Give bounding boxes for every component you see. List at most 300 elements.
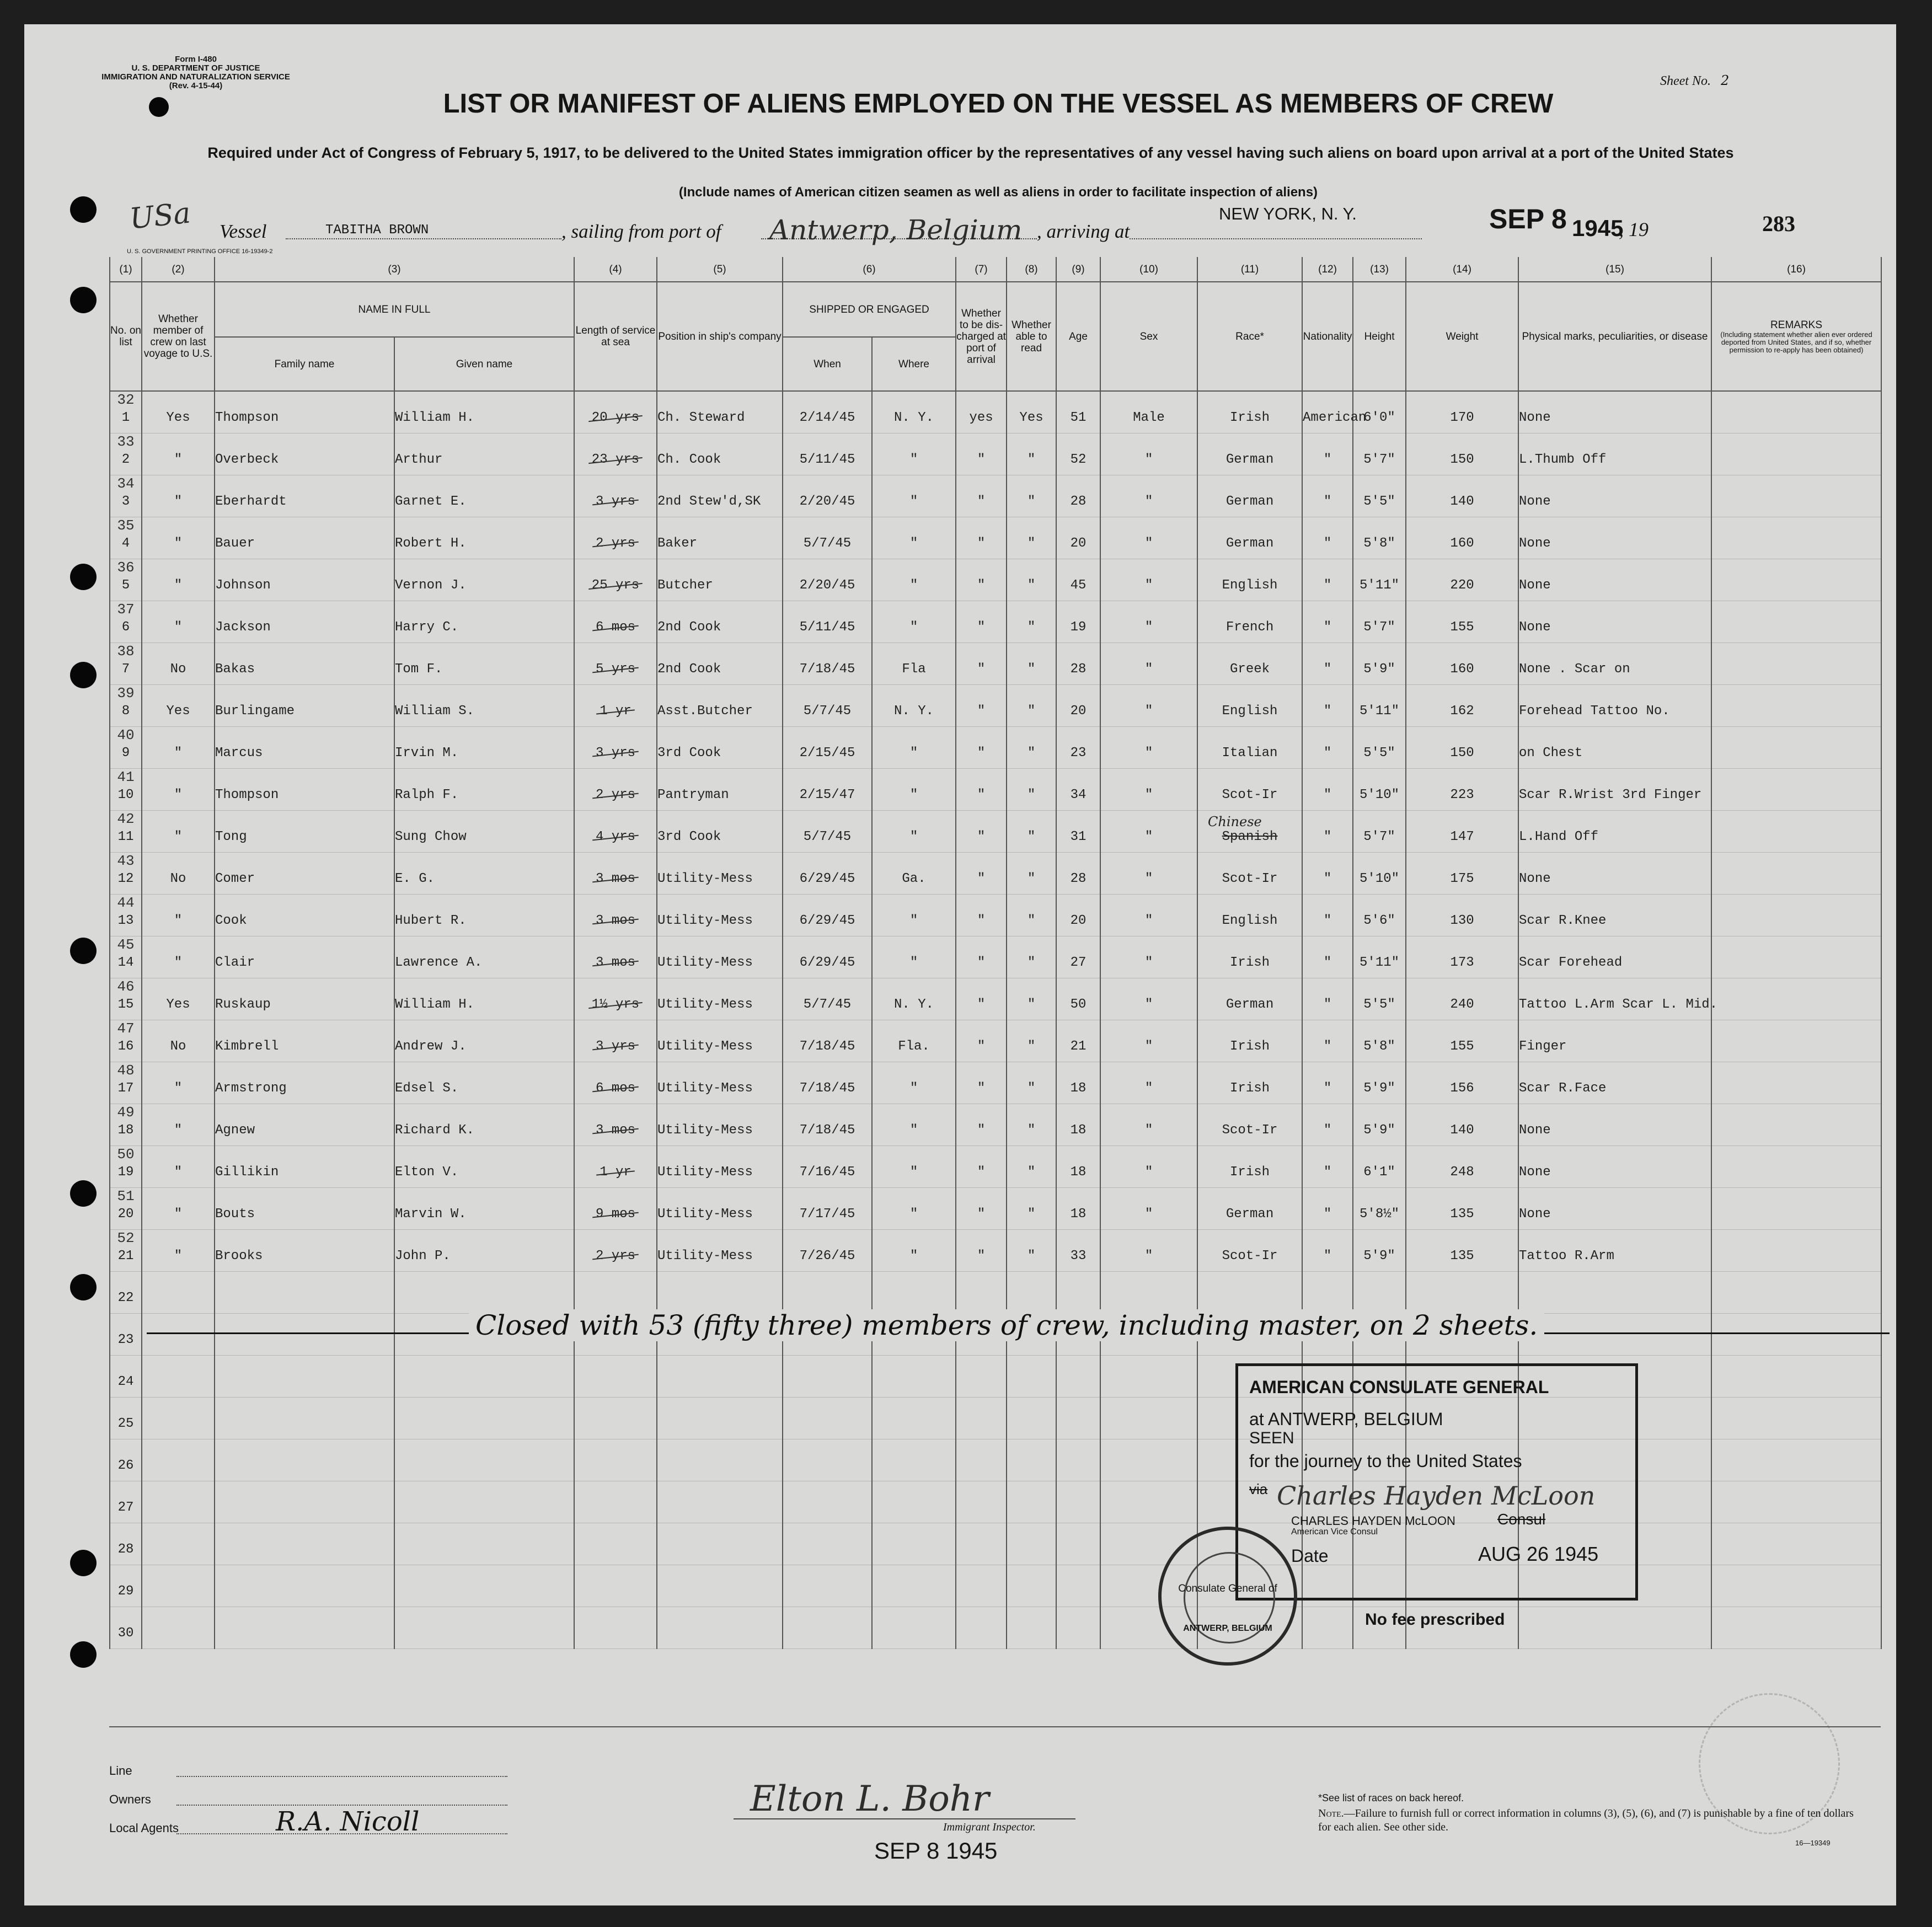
position-value: 3rd Cook (657, 745, 721, 761)
nationality-value: " (1323, 619, 1332, 635)
service-cell (574, 768, 657, 810)
height-value: 5'11" (1360, 955, 1400, 970)
able-to-read-cell (1007, 1146, 1056, 1187)
sequence-number: 52 (117, 1229, 135, 1246)
position-cell (657, 433, 783, 475)
row-number-cell (110, 810, 142, 852)
position-cell (657, 1020, 783, 1062)
weight-value: 248 (1450, 1164, 1474, 1180)
empty-cell (657, 1397, 783, 1439)
given-name-cell (394, 810, 574, 852)
age-cell (1056, 852, 1100, 894)
where-value: N. Y. (894, 410, 934, 425)
sex-cell (1100, 936, 1197, 978)
table-row (110, 894, 1881, 936)
where-cell (872, 1020, 956, 1062)
last-voyage-cell (142, 1187, 215, 1229)
when-cell (783, 475, 872, 517)
discharged-cell (956, 391, 1007, 433)
physical-marks-value: None (1519, 536, 1551, 551)
given-name-value: Elton V. (395, 1164, 459, 1180)
last-voyage-value: " (174, 452, 183, 467)
row-number-cell (110, 1187, 142, 1229)
position-cell (657, 643, 783, 684)
race-cell (1197, 768, 1302, 810)
inspector-label: Immigrant Inspector. (943, 1821, 1036, 1833)
able-to-read-cell (1007, 559, 1056, 601)
when-value: 6/29/45 (799, 955, 855, 970)
owners-label: Owners (109, 1792, 151, 1806)
empty-cell (394, 1481, 574, 1523)
arrival-date-stamp: SEP 8 (1489, 204, 1567, 234)
family-name-value: Thompson (215, 410, 279, 425)
when-value: 5/11/45 (799, 452, 855, 467)
empty-cell (142, 1271, 215, 1313)
when-value: 7/16/45 (799, 1164, 855, 1180)
nationality-cell (1302, 768, 1353, 810)
col-num-6: (6) (783, 257, 956, 282)
punch-hole (70, 662, 97, 688)
weight-cell (1406, 852, 1518, 894)
physical-marks-cell (1518, 852, 1711, 894)
empty-cell (1711, 1355, 1881, 1397)
empty-cell (394, 1439, 574, 1481)
remarks-cell (1711, 1146, 1881, 1187)
sequence-number: 36 (117, 559, 135, 576)
vessel-label: Vessel (220, 221, 267, 242)
col-family-name: Family name (215, 337, 394, 391)
able-to-read-value: " (1027, 536, 1036, 551)
able-to-read-cell (1007, 1187, 1056, 1229)
discharged-cell (956, 684, 1007, 726)
given-name-value: Marvin W. (395, 1206, 467, 1222)
remarks-cell (1711, 391, 1881, 433)
empty-cell (956, 1523, 1007, 1565)
empty-cell (1007, 1355, 1056, 1397)
col-name-in-full: NAME IN FULL (215, 282, 574, 337)
empty-cell (1056, 1355, 1100, 1397)
sex-value: " (1144, 871, 1153, 886)
physical-marks-cell (1518, 433, 1711, 475)
given-name-cell (394, 978, 574, 1020)
empty-cell (1711, 1607, 1881, 1648)
when-cell (783, 978, 872, 1020)
row-number: 7 (121, 661, 130, 677)
row-number: 6 (121, 619, 130, 635)
race-value: Irish (1230, 1080, 1270, 1096)
position-value: Pantryman (657, 787, 729, 802)
empty-cell (142, 1607, 215, 1648)
empty-cell (1007, 1607, 1056, 1648)
last-voyage-cell (142, 1020, 215, 1062)
service-cell (574, 601, 657, 643)
discharged-cell (956, 1146, 1007, 1187)
empty-cell (657, 1481, 783, 1523)
weight-value: 160 (1450, 661, 1474, 677)
row-number-cell (110, 643, 142, 684)
height-cell (1353, 810, 1406, 852)
when-value: 5/7/45 (803, 997, 852, 1012)
weight-value: 147 (1450, 829, 1474, 844)
when-cell (783, 517, 872, 559)
discharged-value: " (977, 661, 986, 677)
last-voyage-cell (142, 475, 215, 517)
col-last-voyage: Whether member of crew on last voyage to U.S. (142, 282, 215, 391)
weight-value: 130 (1450, 913, 1474, 928)
race-cell (1197, 936, 1302, 978)
weight-value: 162 (1450, 703, 1474, 719)
empty-cell (1711, 1565, 1881, 1607)
weight-cell (1406, 1104, 1518, 1146)
sex-value: " (1144, 703, 1153, 719)
empty-cell (574, 1607, 657, 1648)
punch-hole (70, 1641, 97, 1668)
where-value: " (909, 577, 918, 593)
empty-table-row (110, 1271, 1881, 1313)
able-to-read-cell (1007, 391, 1056, 433)
col-num-2: (2) (142, 257, 215, 282)
service: IMMIGRATION AND NATURALIZATION SERVICE (101, 72, 290, 82)
table-row (110, 1187, 1881, 1229)
physical-marks-cell (1518, 391, 1711, 433)
row-number: 11 (117, 829, 134, 844)
empty-cell (215, 1439, 394, 1481)
empty-cell (574, 1565, 657, 1607)
able-to-read-value: " (1027, 1206, 1036, 1222)
discharged-cell (956, 768, 1007, 810)
given-name-value: E. G. (395, 871, 435, 886)
weight-cell (1406, 810, 1518, 852)
row-number: 1 (121, 410, 130, 425)
position-value: Utility-Mess (657, 913, 753, 928)
able-to-read-cell (1007, 810, 1056, 852)
sex-value: " (1144, 787, 1153, 802)
where-value: N. Y. (894, 997, 934, 1012)
race-cell (1197, 391, 1302, 433)
when-value: 7/18/45 (799, 661, 855, 677)
sex-cell (1100, 894, 1197, 936)
seal-top-text: Consulate General of (1178, 1583, 1277, 1594)
when-value: 5/7/45 (803, 829, 852, 844)
weight-cell (1406, 517, 1518, 559)
service-value: 1 yr (600, 1164, 631, 1180)
able-to-read-value: " (1027, 997, 1036, 1012)
given-name-value: William H. (395, 997, 475, 1012)
weight-value: 135 (1450, 1206, 1474, 1222)
nationality-cell (1302, 559, 1353, 601)
row-number-cell (110, 475, 142, 517)
physical-marks-cell (1518, 475, 1711, 517)
empty-cell (956, 1565, 1007, 1607)
empty-cell (956, 1271, 1007, 1313)
position-value: 3rd Cook (657, 829, 721, 844)
height-value: 5'7" (1363, 452, 1395, 467)
when-value: 6/29/45 (799, 913, 855, 928)
where-cell (872, 894, 956, 936)
seal-bottom-text: ANTWERP, BELGIUM (1183, 1624, 1272, 1633)
able-to-read-value: " (1027, 913, 1036, 928)
discharged-cell (956, 1187, 1007, 1229)
row-number: 19 (117, 1164, 134, 1180)
discharged-value: " (977, 997, 986, 1012)
nationality-cell (1302, 810, 1353, 852)
able-to-read-value: " (1027, 494, 1036, 509)
when-cell (783, 726, 872, 768)
family-name-cell (215, 810, 394, 852)
service-value: 3 mos (596, 955, 636, 970)
sex-cell (1100, 1062, 1197, 1104)
col-height: Height (1353, 282, 1406, 391)
physical-marks-cell (1518, 1020, 1711, 1062)
row-number-cell (110, 684, 142, 726)
nationality-cell (1302, 978, 1353, 1020)
page-subtitle: Required under Act of Congress of February 5, 1917, to be delivered to the United States immigration officer by the representatives of any vessel having such aliens on board upon arrival at a port of the United States (207, 144, 1734, 161)
discharged-cell (956, 894, 1007, 936)
discharged-cell (956, 936, 1007, 978)
family-name-value: Burlingame (215, 703, 295, 719)
row-number-cell (110, 559, 142, 601)
service-cell (574, 684, 657, 726)
position-value: 2nd Stew'd,SK (657, 494, 761, 509)
table-row (110, 978, 1881, 1020)
given-name-cell (394, 852, 574, 894)
empty-cell (783, 1355, 872, 1397)
empty-cell (394, 1565, 574, 1607)
empty-cell (1100, 1271, 1197, 1313)
physical-marks-cell (1518, 936, 1711, 978)
race-cell (1197, 1229, 1302, 1271)
empty-cell (1056, 1565, 1100, 1607)
inspector-signature: Elton L. Bohr (750, 1779, 989, 1819)
given-name-cell (394, 1062, 574, 1104)
family-name-cell (215, 433, 394, 475)
position-cell (657, 559, 783, 601)
row-number-cell (110, 1020, 142, 1062)
position-value: Utility-Mess (657, 997, 753, 1012)
sex-cell (1100, 852, 1197, 894)
remarks-cell (1711, 601, 1881, 643)
printing-office-note: U. S. GOVERNMENT PRINTING OFFICE 16-19349-2 (127, 248, 273, 255)
where-cell (872, 1187, 956, 1229)
nationality-cell (1302, 391, 1367, 433)
empty-cell (956, 1439, 1007, 1481)
where-value: " (909, 955, 918, 970)
service-value: 3 yrs (596, 494, 636, 509)
service-cell (574, 559, 657, 601)
row-number: 23 (117, 1332, 134, 1347)
sex-cell (1100, 726, 1197, 768)
empty-cell (1056, 1607, 1100, 1648)
empty-cell (1056, 1271, 1100, 1313)
family-name-value: Clair (215, 955, 255, 970)
age-cell (1056, 1146, 1100, 1187)
where-cell (872, 936, 956, 978)
last-voyage-value: " (174, 494, 183, 509)
family-name-value: Johnson (215, 577, 271, 593)
race-value: English (1222, 913, 1278, 928)
empty-cell (215, 1397, 394, 1439)
last-voyage-cell (142, 894, 215, 936)
arrival-port: NEW YORK, N. Y. (1219, 204, 1357, 223)
position-cell (657, 726, 783, 768)
sex-value: " (1144, 577, 1153, 593)
service-cell (574, 1187, 657, 1229)
scan-border-right (1896, 0, 1932, 1927)
empty-cell (1056, 1439, 1100, 1481)
where-value: Fla (902, 661, 926, 677)
punch-hole (70, 938, 97, 964)
empty-cell (1711, 1439, 1881, 1481)
remarks-cell (1711, 684, 1881, 726)
departure-port: Antwerp, Belgium (769, 214, 1023, 246)
empty-cell (872, 1271, 956, 1313)
last-voyage-value: " (174, 829, 183, 844)
empty-cell (1711, 1397, 1881, 1439)
last-voyage-value: No (170, 871, 186, 886)
age-value: 28 (1070, 661, 1087, 677)
remarks-cell (1711, 559, 1881, 601)
when-cell (783, 601, 872, 643)
empty-cell (1100, 1481, 1197, 1523)
age-cell (1056, 475, 1100, 517)
able-to-read-cell (1007, 1104, 1056, 1146)
physical-marks-value: Finger (1519, 1039, 1567, 1054)
discharged-value: " (977, 913, 986, 928)
last-voyage-cell (142, 768, 215, 810)
able-to-read-value: " (1027, 1122, 1036, 1138)
nationality-cell (1302, 1187, 1353, 1229)
physical-marks-value: None (1519, 1206, 1551, 1222)
where-value: " (909, 536, 918, 551)
race-value: German (1225, 1206, 1274, 1222)
consulate-line-1: AMERICAN CONSULATE GENERAL (1249, 1377, 1549, 1397)
race-cell (1197, 601, 1302, 643)
given-name-value: John P. (395, 1248, 451, 1264)
table-row (110, 433, 1881, 475)
row-number: 13 (117, 913, 134, 928)
height-cell (1353, 391, 1406, 433)
agent-signature: R.A. Nicoll (276, 1806, 420, 1837)
race-cell (1197, 1020, 1302, 1062)
height-cell (1353, 1020, 1406, 1062)
given-name-value: Sung Chow (395, 829, 467, 844)
weight-value: 155 (1450, 619, 1474, 635)
race-value: German (1225, 536, 1274, 551)
physical-marks-cell (1518, 726, 1711, 768)
service-cell (574, 391, 657, 433)
family-name-value: Marcus (215, 745, 263, 761)
row-number: 29 (117, 1583, 134, 1599)
when-cell (783, 810, 872, 852)
nationality-value: " (1323, 829, 1332, 844)
able-to-read-cell (1007, 684, 1056, 726)
race-cell (1197, 517, 1302, 559)
race-value: German (1225, 452, 1274, 467)
punch-hole (70, 1550, 97, 1576)
sex-cell (1100, 475, 1197, 517)
row-number: 24 (117, 1374, 134, 1389)
punch-hole (70, 196, 97, 223)
where-cell (872, 601, 956, 643)
empty-cell (1007, 1271, 1056, 1313)
nationality-value: " (1323, 536, 1332, 551)
table-row (110, 852, 1881, 894)
last-voyage-cell (142, 601, 215, 643)
race-cell (1197, 1146, 1302, 1187)
discharged-value: " (977, 745, 986, 761)
given-name-cell (394, 1187, 574, 1229)
height-cell (1353, 978, 1406, 1020)
age-value: 20 (1070, 913, 1087, 928)
last-voyage-cell (142, 517, 215, 559)
age-cell (1056, 768, 1100, 810)
discharged-value: " (977, 1206, 986, 1222)
where-cell (872, 726, 956, 768)
when-cell (783, 1020, 872, 1062)
weight-cell (1406, 1187, 1518, 1229)
race-cell (1197, 1062, 1302, 1104)
sequence-number: 37 (117, 601, 135, 618)
revision: (Rev. 4-15-44) (169, 81, 223, 90)
race-value: Scot-Ir (1222, 1248, 1278, 1264)
discharged-cell (956, 1104, 1007, 1146)
weight-cell (1406, 433, 1518, 475)
physical-marks-cell (1518, 1229, 1711, 1271)
given-name-cell (394, 894, 574, 936)
where-value: " (909, 787, 918, 802)
able-to-read-value: " (1027, 955, 1036, 970)
physical-marks-value: Tattoo L.Arm Scar L. Mid. (1519, 997, 1718, 1012)
empty-cell (1711, 1271, 1881, 1313)
sex-cell (1100, 559, 1197, 601)
age-value: 23 (1070, 745, 1087, 761)
discharged-value: " (977, 829, 986, 844)
service-value: 2 yrs (596, 787, 636, 802)
row-number-cell (110, 936, 142, 978)
remarks-cell (1711, 726, 1881, 768)
service-cell (574, 475, 657, 517)
empty-cell (215, 1523, 394, 1565)
nationality-value: " (1323, 577, 1332, 593)
race-value: German (1225, 494, 1274, 509)
height-cell (1353, 433, 1406, 475)
position-cell (657, 517, 783, 559)
age-cell (1056, 1020, 1100, 1062)
age-value: 34 (1070, 787, 1087, 802)
able-to-read-value: " (1027, 871, 1036, 886)
physical-marks-value: Scar R.Wrist 3rd Finger (1519, 787, 1702, 802)
where-cell (872, 852, 956, 894)
family-name-value: Bakas (215, 661, 255, 677)
row-number-cell (110, 1104, 142, 1146)
weight-value: 170 (1450, 410, 1474, 425)
line-label: Line (109, 1764, 132, 1778)
where-cell (872, 643, 956, 684)
height-value: 5'9" (1363, 1080, 1395, 1096)
race-cell (1197, 559, 1302, 601)
nationality-cell (1302, 1062, 1353, 1104)
empty-cell (1007, 1565, 1056, 1607)
discharged-cell (956, 1229, 1007, 1271)
height-value: 5'5" (1363, 997, 1395, 1012)
weight-value: 140 (1450, 494, 1474, 509)
empty-cell (872, 1607, 956, 1648)
where-cell (872, 1146, 956, 1187)
race-cell (1197, 726, 1302, 768)
able-to-read-value: Yes (1019, 410, 1043, 425)
when-cell (783, 768, 872, 810)
race-cell (1197, 475, 1302, 517)
